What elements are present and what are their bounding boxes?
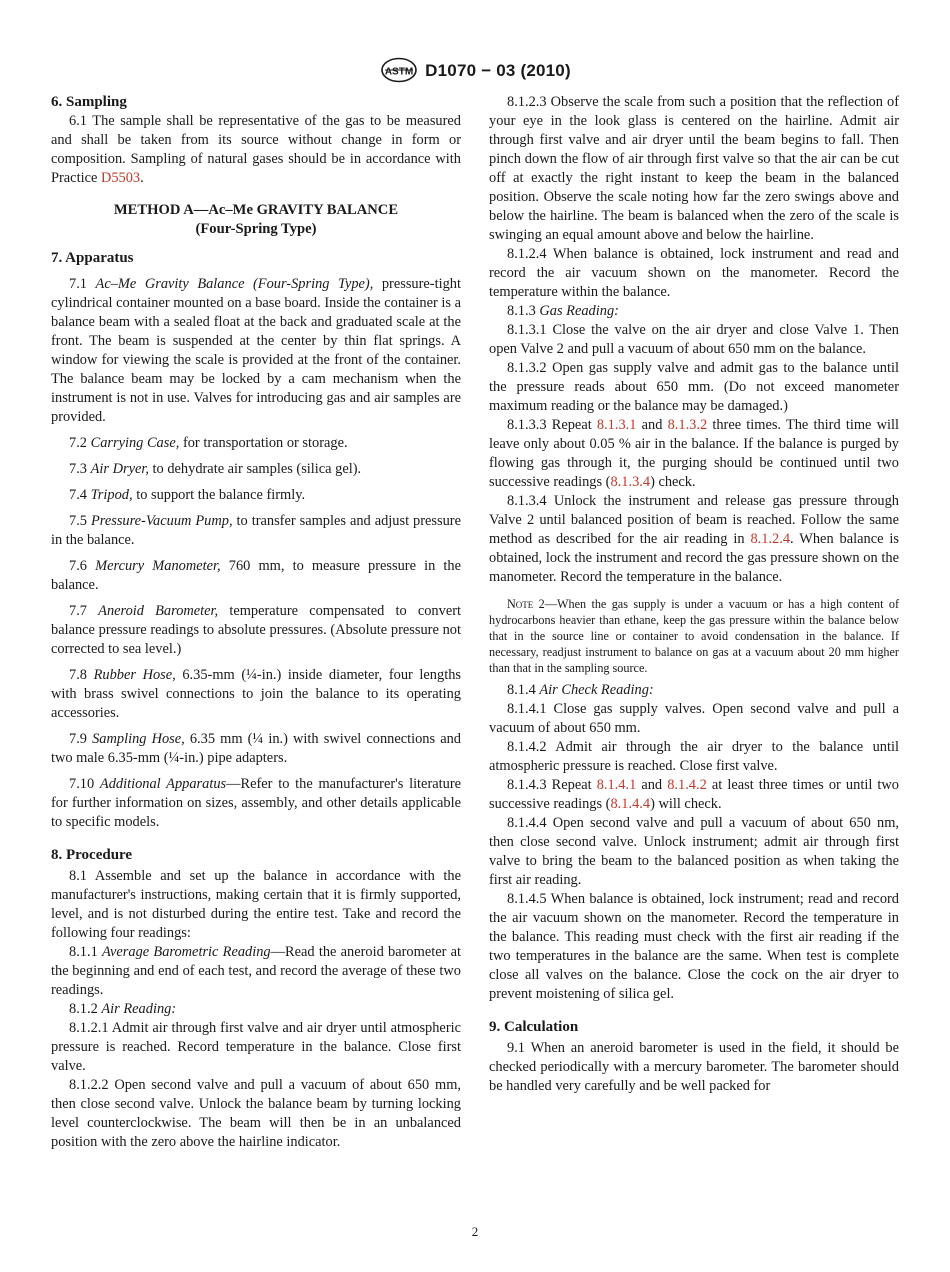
paragraph-7-8: 7.8 Rubber Hose, 6.35-mm (¼-in.) inside diameter, four lengths with brass swivel connections to join the balance to its operating accessories. (51, 667, 461, 721)
paragraph-8-1-3-2: 8.1.3.2 Open gas supply valve and admit gas to the balance until the pressure reads about 650 mm. (Do not exceed manometer maximum reading or the balance may be damaged.) (489, 360, 899, 414)
paragraph-8-1-2-1: 8.1.2.1 Admit air through first valve and air dryer until atmospheric pressure is reached. Record temperature in the balance. Close first valve. (51, 1020, 461, 1074)
paragraph-9-1: 9.1 When an aneroid barometer is used in the field, it should be checked periodically with a mercury barometer. The barometer should be handled very carefully and be well packed for (489, 1040, 899, 1094)
ref-8-1-4-1-link[interactable]: 8.1.4.1 (596, 777, 637, 793)
section-9-heading: 9. Calculation (489, 1019, 579, 1035)
paragraph-8-1-4-5: 8.1.4.5 When balance is obtained, lock instrument; read and record the air vacuum shown on the manometer. Record the temperature in the balance. This reading must check with the first air reading if the two temperatures in the balance are the same. When test is complete close all valves on the balance. Close the cock on the air dryer to prevent moistening of silica gel. (489, 891, 899, 1002)
left-column (51, 93, 461, 1152)
paragraph-7-10: 7.10 Additional Apparatus—Refer to the manufacturer's literature for further information on sizes, assembly, and other details applicable to specific models. (51, 776, 461, 830)
paragraph-6-1: 6.1 The sample shall be representative of the gas to be measured and shall be taken from its source without change in form or composition. Sampling of natural gases should be in accordance with Practice D5503. (51, 113, 461, 186)
paragraph-7-6: 7.6 Mercury Manometer, 760 mm, to measure pressure in the balance. (51, 558, 461, 593)
paragraph-7-7: 7.7 Aneroid Barometer, temperature compensated to convert balance pressure readings to absolute pressures. (Absolute pressure not corrected to sea level.) (51, 603, 461, 657)
page-number: 2 (471, 1224, 479, 1239)
page-header (0, 56, 950, 84)
paragraph-8-1: 8.1 Assemble and set up the balance in accordance with the manufacturer's instructions, making certain that it is firmly supported, level, and is not disturbed during the entire test. Take and record the following four readings: (51, 868, 461, 941)
paragraph-8-1-2-4: 8.1.2.4 When balance is obtained, lock instrument and read and record the air vacuum shown on the manometer. Record the temperature within the balance. (489, 246, 899, 300)
paragraph-7-2: 7.2 Carrying Case, for transportation or storage. (69, 435, 348, 451)
note-2: Note 2—When the gas supply is under a vacuum or has a high content of hydrocarbons heavier than ethane, keep the gas pressure within the balance below that in the source line or container to avoid condensation in the balance. If necessary, readjust instrument to balance on gas at a vacuum about 20 mm higher than that in the sampling source. (489, 597, 900, 675)
paragraph-7-4: 7.4 Tripod, to support the balance firmly. (69, 487, 306, 503)
paragraph-8-1-4-1: 8.1.4.1 Close gas supply valves. Open second valve and pull a vacuum of about 650 mm. (489, 701, 899, 736)
paragraph-8-1-4-3: 8.1.4.3 Repeat 8.1.4.1 and 8.1.4.2 at least three times or until two successive readings (8.1.4.4) will check. (489, 777, 899, 812)
section-6-heading: 6. Sampling (51, 94, 127, 110)
ref-8-1-2-4-link[interactable]: 8.1.2.4 (750, 531, 791, 547)
method-a-heading: METHOD A—Ac–Me GRAVITY BALANCE (Four-Spring Type) (113, 202, 399, 237)
paragraph-8-1-4: 8.1.4 Air Check Reading: (507, 682, 654, 698)
paragraph-8-1-3-3: 8.1.3.3 Repeat 8.1.3.1 and 8.1.3.2 three times. The third time will leave only about 0.05 % air in the balance. If the balance is purged by flowing gas through it, the purging should be continued until two successive readings (8.1.3.4) check. (489, 417, 899, 490)
paragraph-8-1-3: 8.1.3 Gas Reading: (507, 303, 619, 319)
paragraph-7-5: 7.5 Pressure-Vacuum Pump, to transfer samples and adjust pressure in the balance. (51, 513, 461, 548)
section-7-heading: 7. Apparatus (51, 250, 134, 266)
paragraph-8-1-4-2: 8.1.4.2 Admit air through the air dryer to the balance until atmospheric pressure is reached. Close first valve. (489, 739, 899, 774)
right-column (489, 93, 899, 1096)
paragraph-7-1: 7.1 Ac–Me Gravity Balance (Four-Spring Type), pressure-tight cylindrical container mounted on a base board. Inside the container is a balance beam with a sealed float at the back and graduated scale at the front. The beam is suspended at the center by thin flat springs. A window for viewing the scale is provided at the front of the container. The balance beam may be locked by a cam mechanism when the instrument is not in use. Valves for introducing gas and air samples are provided. (51, 276, 461, 425)
paragraph-8-1-1: 8.1.1 Average Barometric Reading—Read the aneroid barometer at the beginning and end of each test, and record the average of these two readings. (51, 944, 462, 998)
paragraph-7-9: 7.9 Sampling Hose, 6.35 mm (¼ in.) with swivel connections and two male 6.35-mm (¼-in.) pipe adapters. (51, 731, 461, 766)
ref-8-1-3-2-link[interactable]: 8.1.3.2 (667, 417, 708, 433)
paragraph-8-1-2-2: 8.1.2.2 Open second valve and pull a vacuum of about 650 mm, then close second valve. Unlock the balance beam by turning locking level counterclockwise. The beam will then be in an unbalanced position with the zero above the hairline indicator. (51, 1077, 461, 1150)
paragraph-8-1-2: 8.1.2 Air Reading: (69, 1001, 177, 1017)
ref-8-1-3-1-link[interactable]: 8.1.3.1 (596, 417, 637, 433)
section-8-heading: 8. Procedure (51, 847, 133, 863)
document-id: D1070 − 03 (2010) (425, 60, 571, 80)
astm-logo-icon (379, 57, 419, 83)
ref-8-1-3-4-link[interactable]: 8.1.3.4 (610, 474, 651, 490)
ref-8-1-4-2-link[interactable]: 8.1.4.2 (667, 777, 707, 793)
paragraph-8-1-2-3: 8.1.2.3 Observe the scale from such a position that the reflection of your eye in the look glass is centered on the hairline. Admit air through first valve and air dryer until the beam begins to fall. Then pinch down the flow of air through first valve so that the air can be cut off at exactly the right instant to keep the beam in the balanced position. Observe the scale noting how far the zero swings above and below the hairline. The beam is balanced when the zero of the scale is swinging an equal amount above and below the hairline. (489, 94, 899, 243)
paragraph-8-1-3-1: 8.1.3.1 Close the valve on the air dryer and close Valve 1. Then open Valve 2 and pull a vacuum of about 650 mm on the balance. (489, 322, 899, 357)
paragraph-8-1-3-4: 8.1.3.4 Unlock the instrument and release gas pressure through Valve 2 until balanced position of beam is reached. Follow the same method as described for the air reading in 8.1.2.4. When balance is obtained, lock the instrument and record the gas pressure shown on the manometer. Record the temperature in the balance. (489, 493, 899, 585)
ref-8-1-4-4-link[interactable]: 8.1.4.4 (610, 796, 651, 812)
ref-d5503-link[interactable]: D5503 (100, 170, 141, 186)
logo-text: ASTM (385, 66, 414, 78)
paragraph-8-1-4-4: 8.1.4.4 Open second valve and pull a vacuum of about 650 nm, then close second valve. Unlock instrument; admit air through first valve to bring the beam to the balanced position as when taking the first air reading. (489, 815, 899, 888)
paragraph-7-3: 7.3 Air Dryer, to dehydrate air samples (silica gel). (69, 461, 362, 477)
